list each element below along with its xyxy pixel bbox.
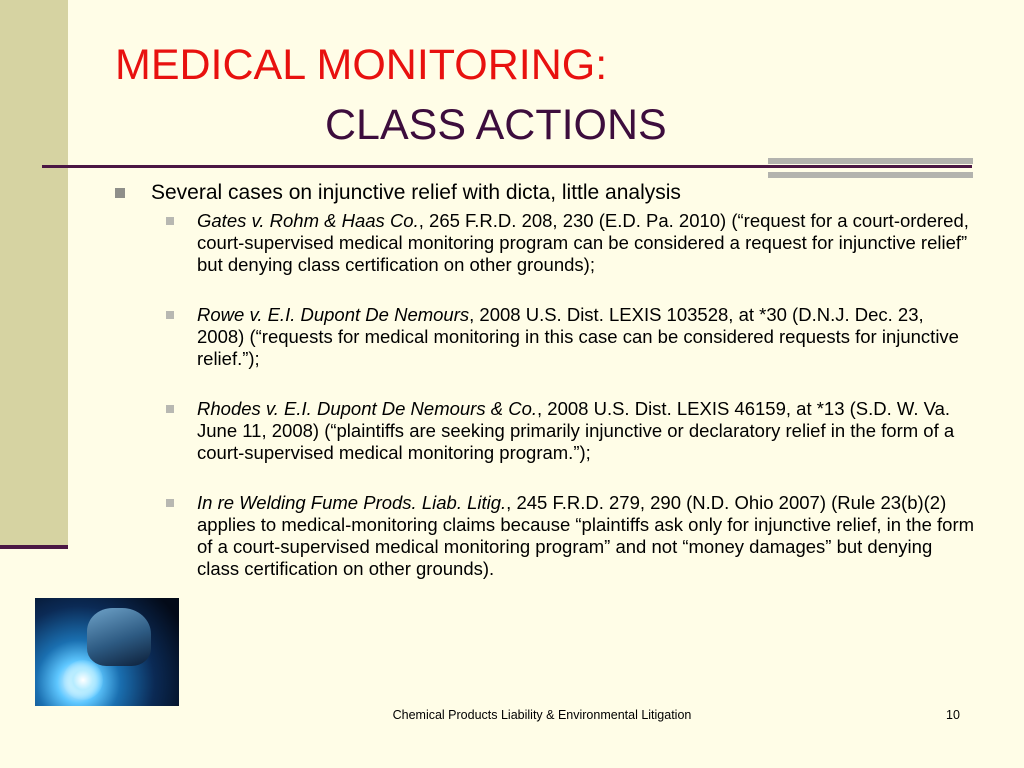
left-decorative-band (0, 0, 68, 545)
slide-title-line2: CLASS ACTIONS (325, 101, 667, 149)
case-name: Rhodes v. E.I. Dupont De Nemours & Co. (197, 398, 538, 419)
case-citation: , 245 F.R.D. 279, 290 (N.D. Ohio 2007) (Rule 23(b)(2) applies to medical-monitoring claims because “plaintiffs ask only for injunctive relief, in the form of a court-supervised medical monitoring program” and not “money damages” but denying class certification on other grounds). (197, 492, 975, 579)
case-citation: , 2008 U.S. Dist. LEXIS 103528, at *30 (D.N.J. Dec. 23, 2008) (“requests for medical monitoring in this case can be considered requests for injunctive relief.”); (197, 304, 959, 369)
left-band-rule (0, 545, 68, 549)
case-item-gates (197, 210, 995, 276)
case-citation: , 2008 U.S. Dist. LEXIS 46159, at *13 (S.D. W. Va. June 11, 2008) (“plaintiffs are seeking primarily injunctive or declaratory relief in the form of a court-supervised medical monitoring program.”); (197, 398, 955, 463)
case-name: Gates v. Rohm & Haas Co. (197, 210, 419, 231)
case-name: Rowe v. E.I. Dupont De Nemours (197, 304, 470, 325)
case-item-rhodes (197, 398, 995, 464)
main-bullet-text: Several cases on injunctive relief with dicta, little analysis (151, 181, 681, 204)
slide-body (115, 180, 995, 580)
case-item-welding (197, 492, 995, 580)
square-bullet-icon (166, 405, 174, 413)
slide-title-line1: MEDICAL MONITORING: (115, 41, 608, 89)
case-name: In re Welding Fume Prods. Liab. Litig. (197, 492, 507, 513)
square-bullet-icon (115, 188, 125, 198)
welding-spark-icon (63, 660, 103, 700)
case-item-rowe (197, 304, 995, 370)
decorative-bar-top (768, 158, 973, 164)
footer-text: Chemical Products Liability & Environmental Litigation (392, 708, 692, 722)
welder-photo (35, 598, 179, 706)
main-bullet (115, 180, 995, 206)
case-citation: , 265 F.R.D. 208, 230 (E.D. Pa. 2010) (“request for a court-ordered, court-supervised medical monitoring program can be considered a request for injunctive relief” but denying class certification on other grounds); (197, 210, 969, 275)
square-bullet-icon (166, 499, 174, 507)
square-bullet-icon (166, 311, 174, 319)
welding-helmet-icon (87, 608, 151, 666)
page-number: 10 (946, 708, 960, 722)
square-bullet-icon (166, 217, 174, 225)
decorative-bar-bottom (768, 172, 973, 178)
title-divider (42, 165, 972, 168)
